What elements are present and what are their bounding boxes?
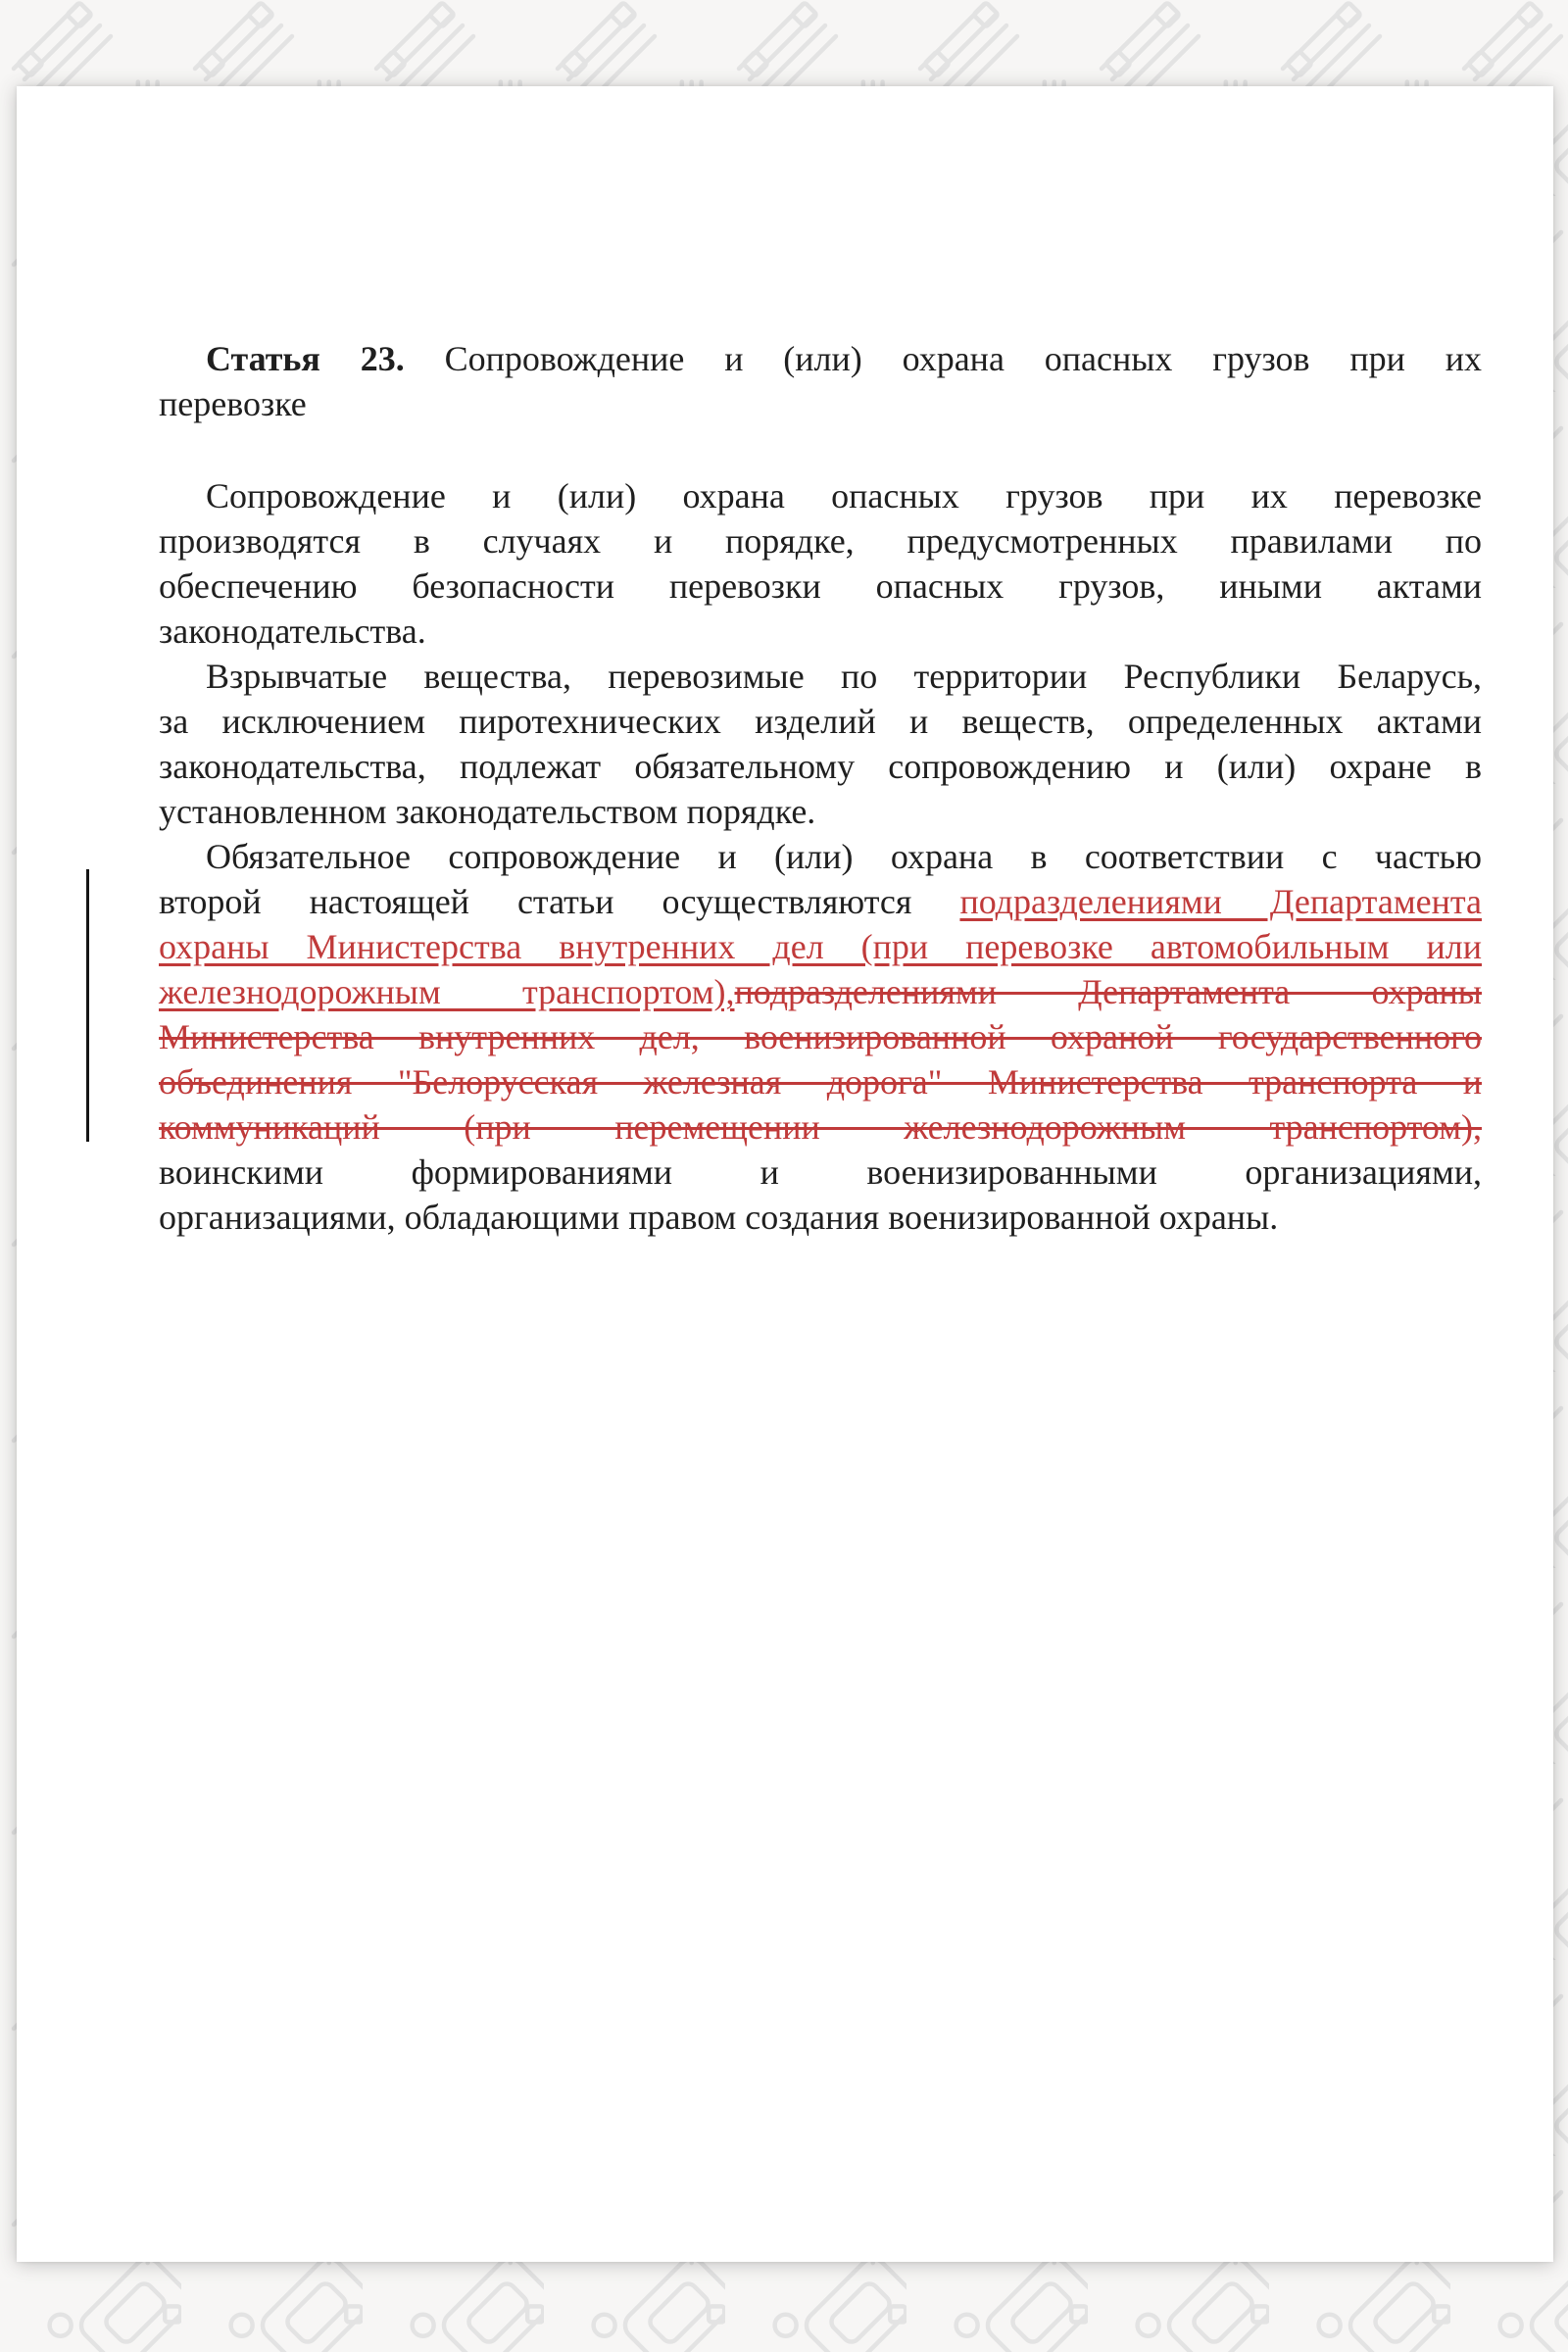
text-line: [159, 969, 1482, 1014]
text-line: [159, 381, 1482, 426]
text-segment: за исключением пиротехнических изделий и веществ, определенных актами: [159, 702, 1482, 741]
text-segment: законодательства, подлежат обязательному сопровождению и (или) охране в: [159, 747, 1482, 786]
text-segment: Обязательное сопровождение и (или) охрана в соответствии с частью: [206, 837, 1482, 876]
deleted-text: Министерства внутренних дел, военизированной охраной государственного: [159, 1017, 1482, 1056]
text-line: [159, 336, 1482, 381]
text-line: [159, 789, 1482, 834]
text-segment: установленном законодательством порядке.: [159, 792, 816, 831]
text-line: [159, 1195, 1482, 1240]
deleted-text: коммуникаций (при перемещении железнодорожным транспортом),: [159, 1107, 1482, 1147]
text-segment: обеспечению безопасности перевозки опасных грузов, иными актами: [159, 566, 1482, 606]
text-line: [159, 699, 1482, 744]
text-segment: Статья 23.: [206, 339, 405, 378]
text-line: [159, 1014, 1482, 1059]
deleted-text: объединения "Белорусская железная дорога" Министерства транспорта и: [159, 1062, 1482, 1102]
text-segment: производятся в случаях и порядке, предусмотренных правилами по: [159, 521, 1482, 561]
text-line: [159, 879, 1482, 924]
text-line: [159, 518, 1482, 564]
text-line: [159, 564, 1482, 609]
inserted-text: железнодорожным транспортом),: [159, 972, 735, 1011]
text-segment: Взрывчатые вещества, перевозимые по территории Республики Беларусь,: [206, 657, 1482, 696]
inserted-text: охраны Министерства внутренних дел (при перевозке автомобильным или: [159, 927, 1482, 966]
paragraph-2: [159, 654, 1482, 834]
text-segment: перевозке: [159, 384, 307, 423]
text-line: [159, 924, 1482, 969]
text-segment: законодательства.: [159, 612, 426, 651]
text-line: [159, 1104, 1482, 1150]
text-segment: организациями, обладающими правом создания военизированной охраны.: [159, 1198, 1279, 1237]
document-content: [17, 86, 1553, 1240]
text-segment: воинскими формированиями и военизированными организациями,: [159, 1152, 1482, 1192]
text-line: [159, 834, 1482, 879]
article-heading: [159, 336, 1482, 426]
text-line: [159, 1150, 1482, 1195]
paragraph-1: [159, 473, 1482, 654]
text-line: [159, 654, 1482, 699]
text-segment: Сопровождение и (или) охрана опасных грузов при их: [404, 339, 1482, 378]
document-page: [17, 86, 1553, 2262]
paragraph-3-with-revisions: [159, 834, 1482, 1240]
text-line: [159, 473, 1482, 518]
text-line: [159, 1059, 1482, 1104]
text-segment: Сопровождение и (или) охрана опасных грузов при их перевозке: [206, 476, 1482, 515]
text-segment: второй настоящей статьи осуществляются: [159, 882, 960, 921]
text-line: [159, 744, 1482, 789]
deleted-text: подразделениями Департамента охраны: [734, 972, 1482, 1011]
inserted-text: подразделениями Департамента: [959, 882, 1482, 921]
change-bar: [86, 869, 89, 1142]
text-line: [159, 609, 1482, 654]
